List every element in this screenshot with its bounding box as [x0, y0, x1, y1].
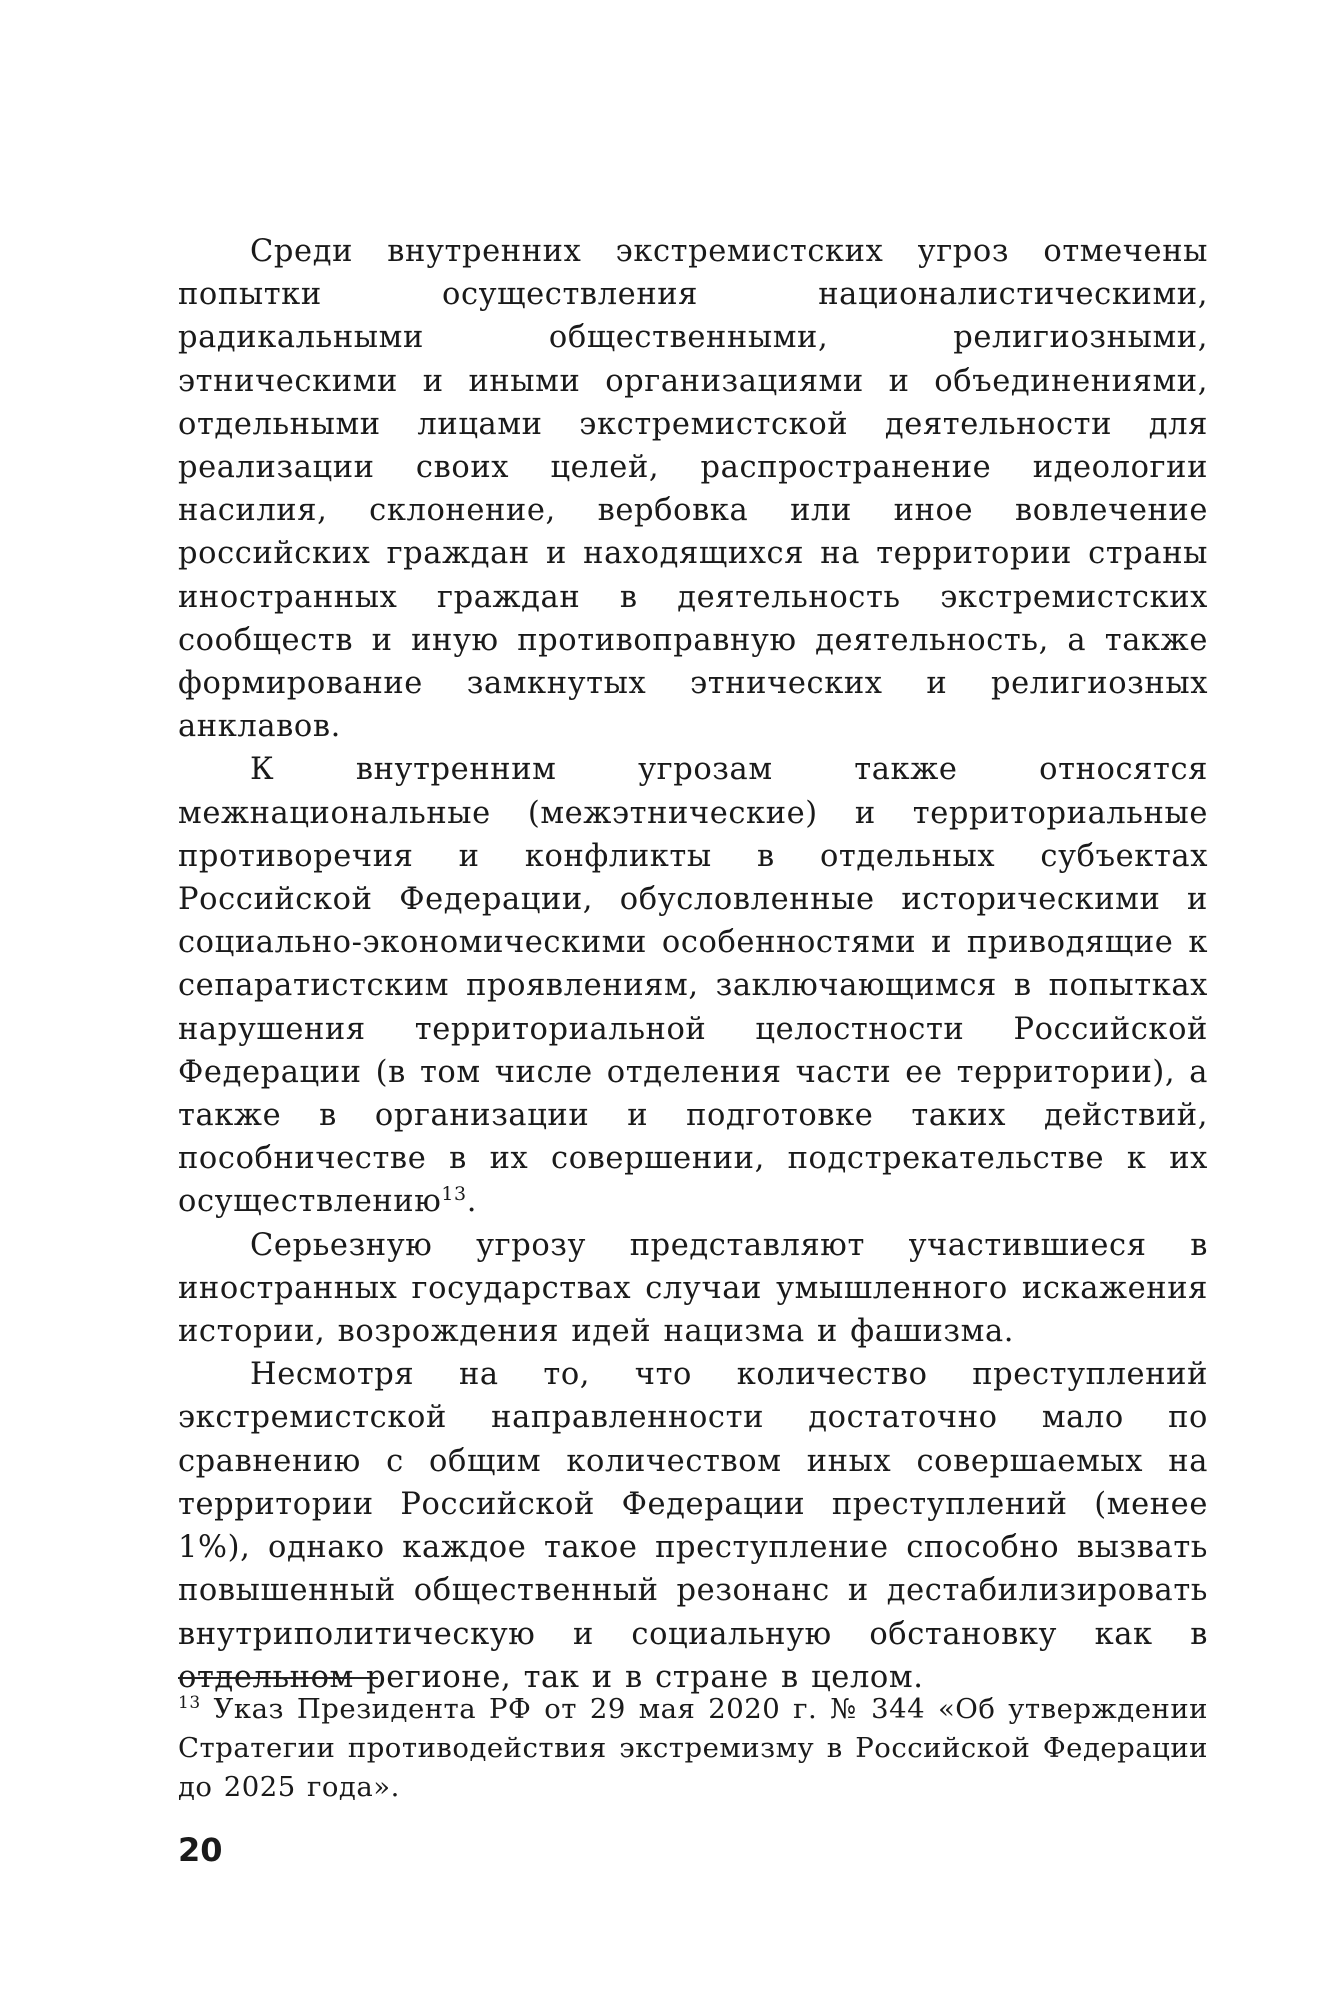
- paragraph-interethnic-conflicts: [178, 748, 1208, 1223]
- paragraph-interethnic-text: К внутренним угрозам также относятся межнациональные (межэтнические) и территориальные противоречия и конфликты в отдельных субъектах Российской Федерации, обусловленные историческими и социально-экономическими особенностями и приводящие к сепаратистским проявлениям, заключающимся в попытках нарушения территориальной целостности Российской Федерации (в том числе отделения части ее территории), а также в организации и подготовке таких действий, пособничестве в их совершении, подстрекательстве к их осуществлению: [178, 752, 1208, 1220]
- paragraph-crime-statistics: Несмотря на то, что количество преступлений экстремистской направленности достаточно мало по сравнению с общим количеством иных совершаемых на территории Российской Федерации преступлений (менее 1%), однако каждое такое преступление способно вызвать повышенный общественный резонанс и дестабилизировать внутриполитическую и социальную обстановку как в отдельном регионе, так и в стране в целом.: [178, 1357, 1208, 1695]
- footnote-divider: [178, 1677, 378, 1679]
- paragraph-end-punctuation: .: [466, 1184, 478, 1220]
- footnote-reference[interactable]: 13: [441, 1183, 467, 1206]
- main-text: [178, 230, 1208, 1699]
- footnote-text: Указ Президента РФ от 29 мая 2020 г. № 344 «Об утверждении Стратегии противодействия экстремизму в Российской Федерации до 2025 года».: [178, 1693, 1208, 1803]
- page-number: 20: [178, 1831, 223, 1869]
- paragraph-history-distortion: Серьезную угрозу представляют участившиеся в иностранных государствах случаи умышленного искажения истории, возрождения идей нацизма и фашизма.: [178, 1227, 1208, 1350]
- paragraph-internal-threats: Среди внутренних экстремистских угроз отмечены попытки осуществления националистическими, радикальными общественными, религиозными, этническими и иными организациями и объединениями, отдельными лицами экстремистской деятельности для реализации своих целей, распространение идеологии насилия, склонение, вербовка или иное вовлечение российских граждан и находящихся на территории страны иностранных граждан в деятельность экстремистских сообществ и иную противоправную деятельность, а также формирование замкнутых этнических и религиозных анклавов.: [178, 234, 1208, 745]
- footnote-number: 13: [178, 1692, 201, 1713]
- footnote: [178, 1690, 1208, 1807]
